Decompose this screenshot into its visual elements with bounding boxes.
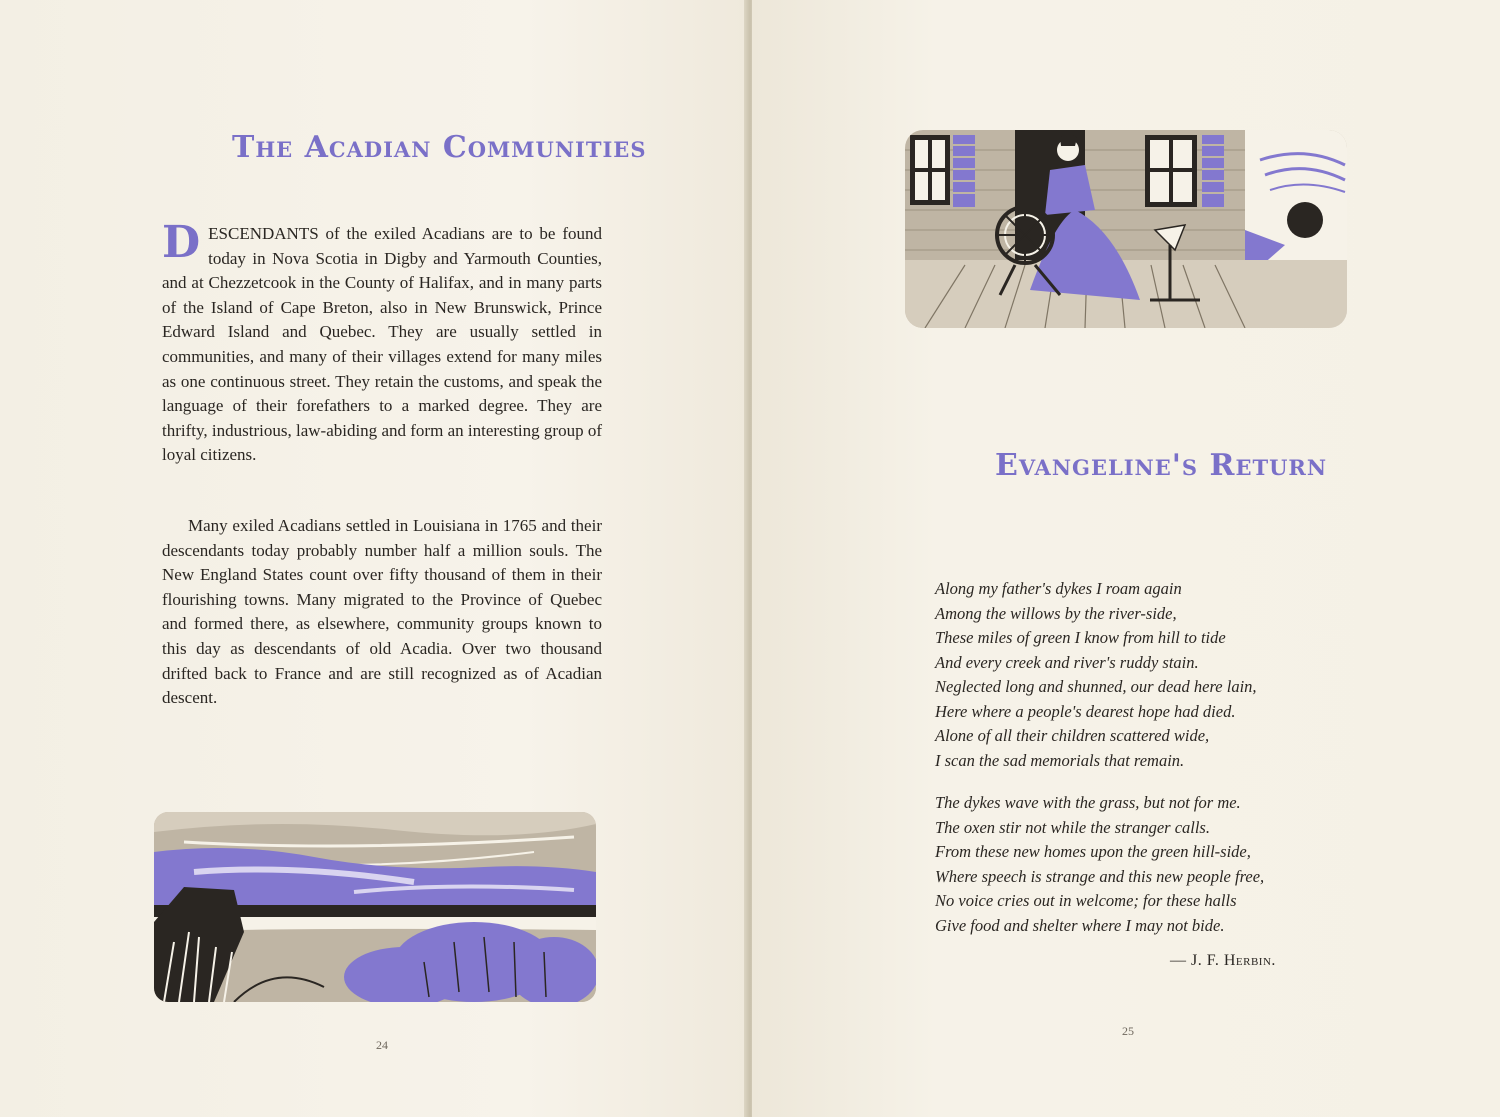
landscape-illustration <box>154 812 596 1002</box>
poem-line: Among the willows by the river-side, <box>935 603 1177 623</box>
poem-line: The dykes wave with the grass, but not for me. <box>935 793 1241 812</box>
poem-line: And every creek and river's ruddy stain. <box>935 652 1199 672</box>
poem-line: The oxen stir not while the stranger calls. <box>935 817 1210 837</box>
right-page-heading: Evangeline's Return <box>995 448 1328 483</box>
poem-line: Alone of all their children scattered wide, <box>935 726 1210 745</box>
poem-line: Give food and shelter where I may not bide. <box>935 915 1225 935</box>
left-page-heading: The Acadian Communities <box>232 130 647 165</box>
drop-cap: D <box>162 217 201 268</box>
poem-stanza-1 <box>935 577 1335 773</box>
poem-line: Along my father's dykes I roam again <box>935 579 1182 598</box>
poem-line: I scan the sad memorials that remain. <box>935 750 1185 770</box>
paragraph-2: Many exiled Acadians settled in Louisiana in 1765 and their descendants today probably number half a million souls. The New England States count over fifty thousand of them in their flourishing towns. Many migrated to the Province of Quebec and formed there, as elsewhere, community groups known to this day as descendants of old Acadia. Over two thousand drifted back to France and are still recognized as of Acadian descent. <box>162 516 602 708</box>
left-page <box>0 0 748 1117</box>
spinning-wheel-illustration <box>905 130 1347 328</box>
poem-line: From these new homes upon the green hill-side, <box>935 842 1251 861</box>
page-number-left: 24 <box>376 1038 388 1052</box>
poem-line: These miles of green I know from hill to tide <box>935 628 1226 647</box>
poem-line: Where speech is strange and this new people free, <box>935 866 1265 886</box>
poem-attribution: — J. F. Herbin. <box>1170 952 1276 969</box>
paragraph-1 <box>162 217 602 468</box>
poem-line: Neglected long and shunned, our dead here lain, <box>935 677 1257 696</box>
poem-line: No voice cries out in welcome; for these halls <box>935 891 1237 910</box>
page-number-right: 25 <box>1122 1024 1134 1038</box>
poem-line: Here where a people's dearest hope had died. <box>935 701 1236 721</box>
paragraph-1-text: ESCENDANTS of the exiled Acadians are to be found today in Nova Scotia in Digby and Yarmouth Counties, and at Chezzetcook in the County of Halifax, and in many parts of the Island of Cape Breton, also in New Brunswick, Prince Edward Island and Quebec. They are usually settled in communities, and many of their villages extend for many miles as one continuous street. They retain the customs, and speak the language of their forefathers to a marked degree. They are thrifty, industrious, law-abiding and form an interesting group of loyal citizens. <box>162 224 602 465</box>
poem-stanza-2 <box>935 791 1335 938</box>
